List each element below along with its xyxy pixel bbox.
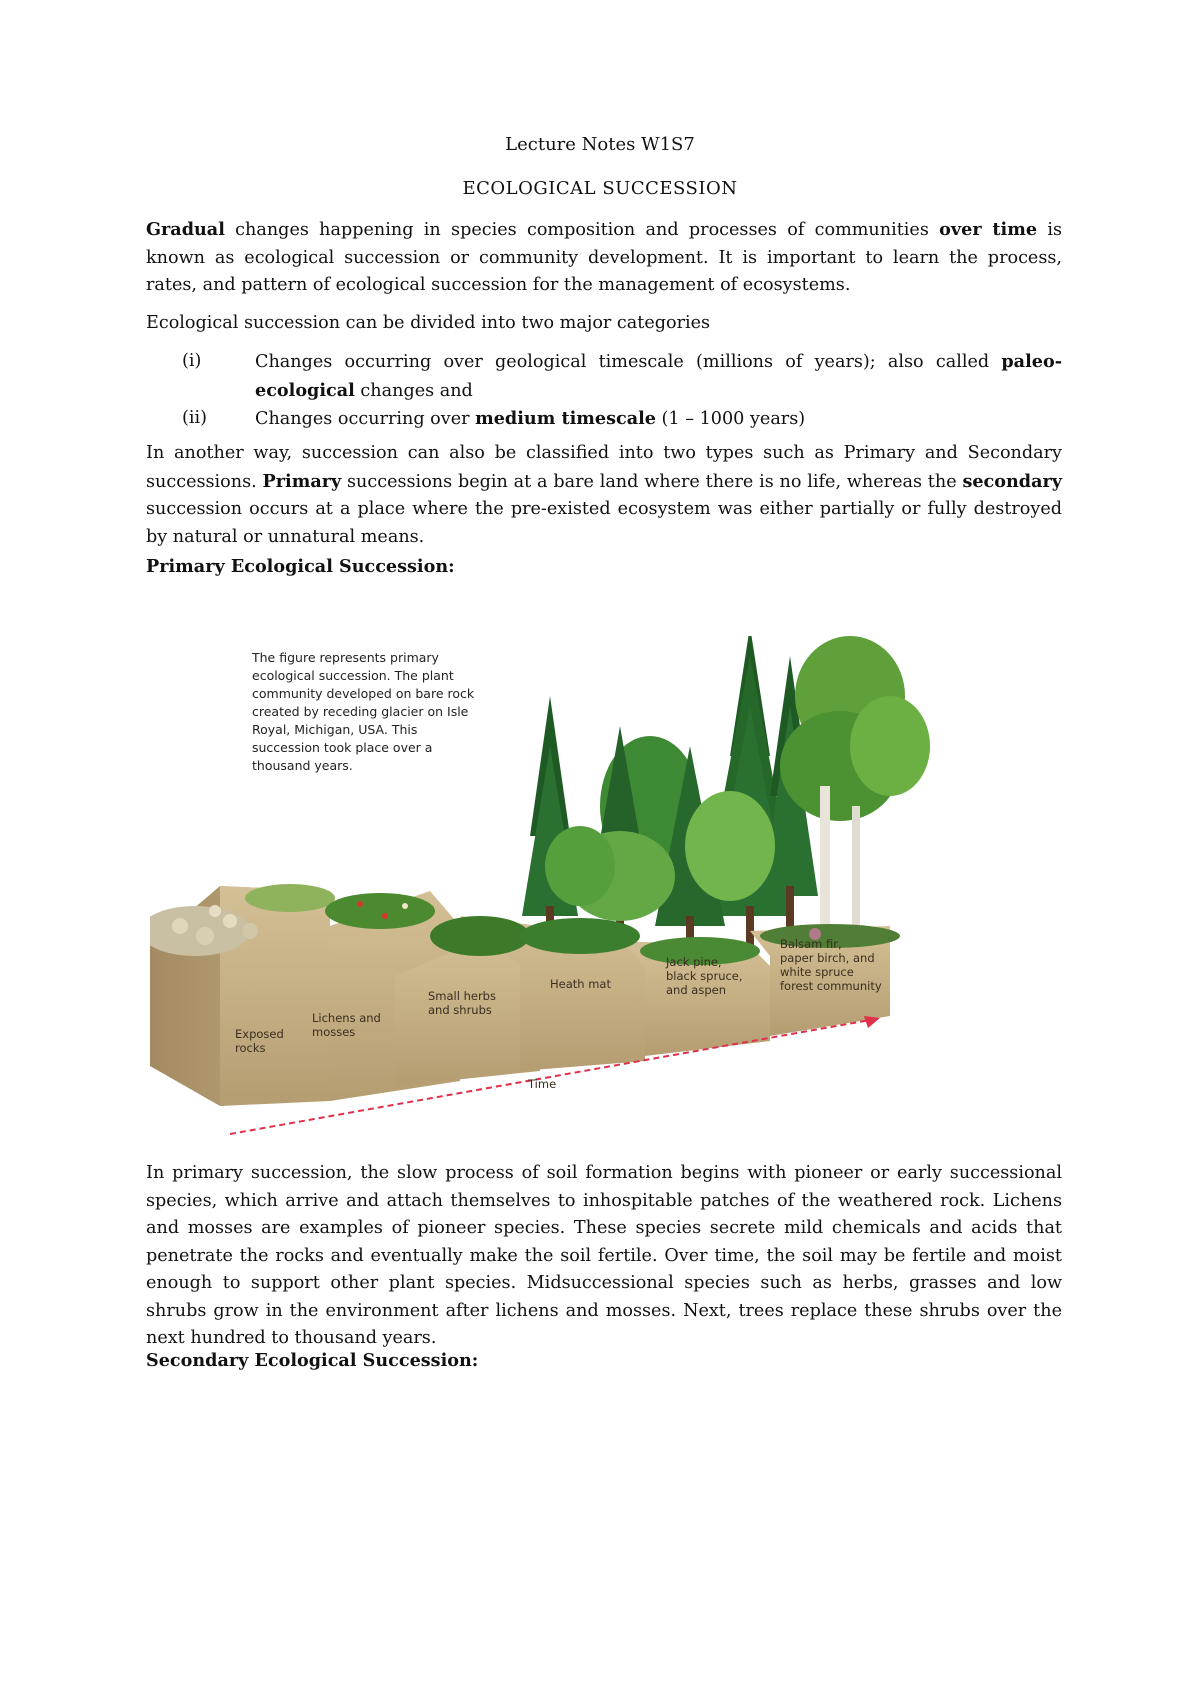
list-item bbox=[146, 348, 1062, 405]
lecture-title: Lecture Notes W1S7 bbox=[505, 134, 695, 155]
succession-figure bbox=[150, 636, 970, 1236]
stage-label-lichens: mosses bbox=[312, 1025, 356, 1039]
list-text: (1 – 1000 years) bbox=[655, 409, 806, 429]
primary-heading-wrap bbox=[146, 556, 1062, 577]
succession-illustration bbox=[150, 636, 970, 1236]
stage-label-exposed-rocks: Exposed bbox=[235, 1027, 284, 1041]
time-label: Time bbox=[528, 1077, 557, 1091]
types-text-2: successions begin at a bare land where there is no life, whereas the bbox=[341, 471, 963, 492]
caption-line: Royal, Michigan, USA. This bbox=[252, 722, 418, 737]
figure-caption bbox=[251, 650, 475, 773]
primary-body-text: In primary succession, the slow process of soil formation begins with pioneer or early successional species, which arrive and attach themselves to inhospitable patches of the weathered rock. Lichens and mosses are examples of pioneer species. These species secrete mild chemicals and acids that penetrate the rocks and eventually make the soil fertile. Over time, the soil may be fertile and moist enough to support other plant species. Midsuccessional species such as herbs, grasses and low shrubs grow in the environment after lichens and mosses. Next, trees replace these shrubs over the next hundred to thousand years. bbox=[146, 1163, 1062, 1348]
types-text-3: succession occurs at a place where the pre-existed ecosystem was either partially or fully destroyed by natural or unnatural means. bbox=[146, 499, 1062, 547]
secondary-heading: Secondary Ecological Succession: bbox=[146, 1350, 479, 1371]
bold-secondary: secondary bbox=[962, 470, 1062, 492]
bold-paleo-ecological: paleo-ecological bbox=[255, 351, 1062, 401]
types-paragraph bbox=[146, 440, 1062, 551]
stage-label-jack-pine: black spruce, bbox=[666, 969, 743, 983]
topic-title: ECOLOGICAL SUCCESSION bbox=[462, 178, 738, 199]
stage-label-heath-mat: Heath mat bbox=[550, 977, 611, 991]
list-text: Changes occurring over bbox=[255, 409, 476, 429]
categories-list bbox=[146, 348, 1062, 434]
bold-gradual: Gradual bbox=[146, 219, 225, 240]
stage-label-balsam-fir: white spruce bbox=[780, 965, 854, 979]
caption-line: created by receding glacier on Isle bbox=[252, 704, 469, 719]
stage-label-jack-pine: Jack pine, bbox=[666, 955, 722, 969]
intro-paragraph bbox=[146, 216, 1062, 300]
bold-medium-timescale: medium timescale bbox=[475, 408, 656, 429]
primary-heading: Primary Ecological Succession: bbox=[146, 556, 455, 577]
stage-label-jack-pine: and aspen bbox=[666, 983, 726, 997]
list-text: Changes occurring over geological timescale (millions of years); also called bbox=[255, 352, 1002, 372]
list-number: (i) bbox=[182, 351, 202, 371]
types-text-1: In another way, succession can also be classified into two types such as Primary and Secondary successions. bbox=[146, 443, 1062, 492]
categories-intro-text: Ecological succession can be divided into two major categories bbox=[146, 313, 711, 333]
caption-line: thousand years. bbox=[252, 758, 353, 773]
stage-label-balsam-fir: forest community bbox=[780, 979, 882, 993]
secondary-heading-wrap bbox=[146, 1350, 1062, 1371]
stage-label-exposed-rocks: rocks bbox=[235, 1041, 266, 1055]
caption-line: community developed on bare rock bbox=[252, 686, 475, 701]
soil-blocks bbox=[150, 886, 890, 1106]
stage-label-balsam-fir: paper birch, and bbox=[780, 951, 875, 965]
intro-text-1: changes happening in species composition and processes of communities bbox=[224, 220, 940, 240]
list-text: changes and bbox=[354, 380, 473, 401]
stage-label-herbs: Small herbs bbox=[428, 989, 496, 1003]
stage-label-herbs: and shrubs bbox=[428, 1003, 492, 1017]
caption-line: ecological succession. The plant bbox=[252, 668, 454, 683]
intro-text-2: is known as ecological succession or community development. It is important to learn the process, rates, and pattern of ecological succession for the management of ecosystems. bbox=[146, 220, 1062, 295]
caption-line: succession took place over a bbox=[252, 740, 433, 755]
list-item bbox=[146, 405, 1062, 434]
bold-primary: Primary bbox=[262, 470, 342, 492]
caption-line: The figure represents primary bbox=[252, 650, 439, 665]
stage-label-lichens: Lichens and bbox=[312, 1011, 381, 1025]
primary-paragraph bbox=[146, 1160, 1062, 1353]
bold-over-time: over time bbox=[939, 219, 1038, 240]
stage-label-balsam-fir: Balsam fir, bbox=[780, 937, 842, 951]
categories-intro bbox=[146, 310, 1062, 338]
list-number: (ii) bbox=[182, 408, 207, 428]
